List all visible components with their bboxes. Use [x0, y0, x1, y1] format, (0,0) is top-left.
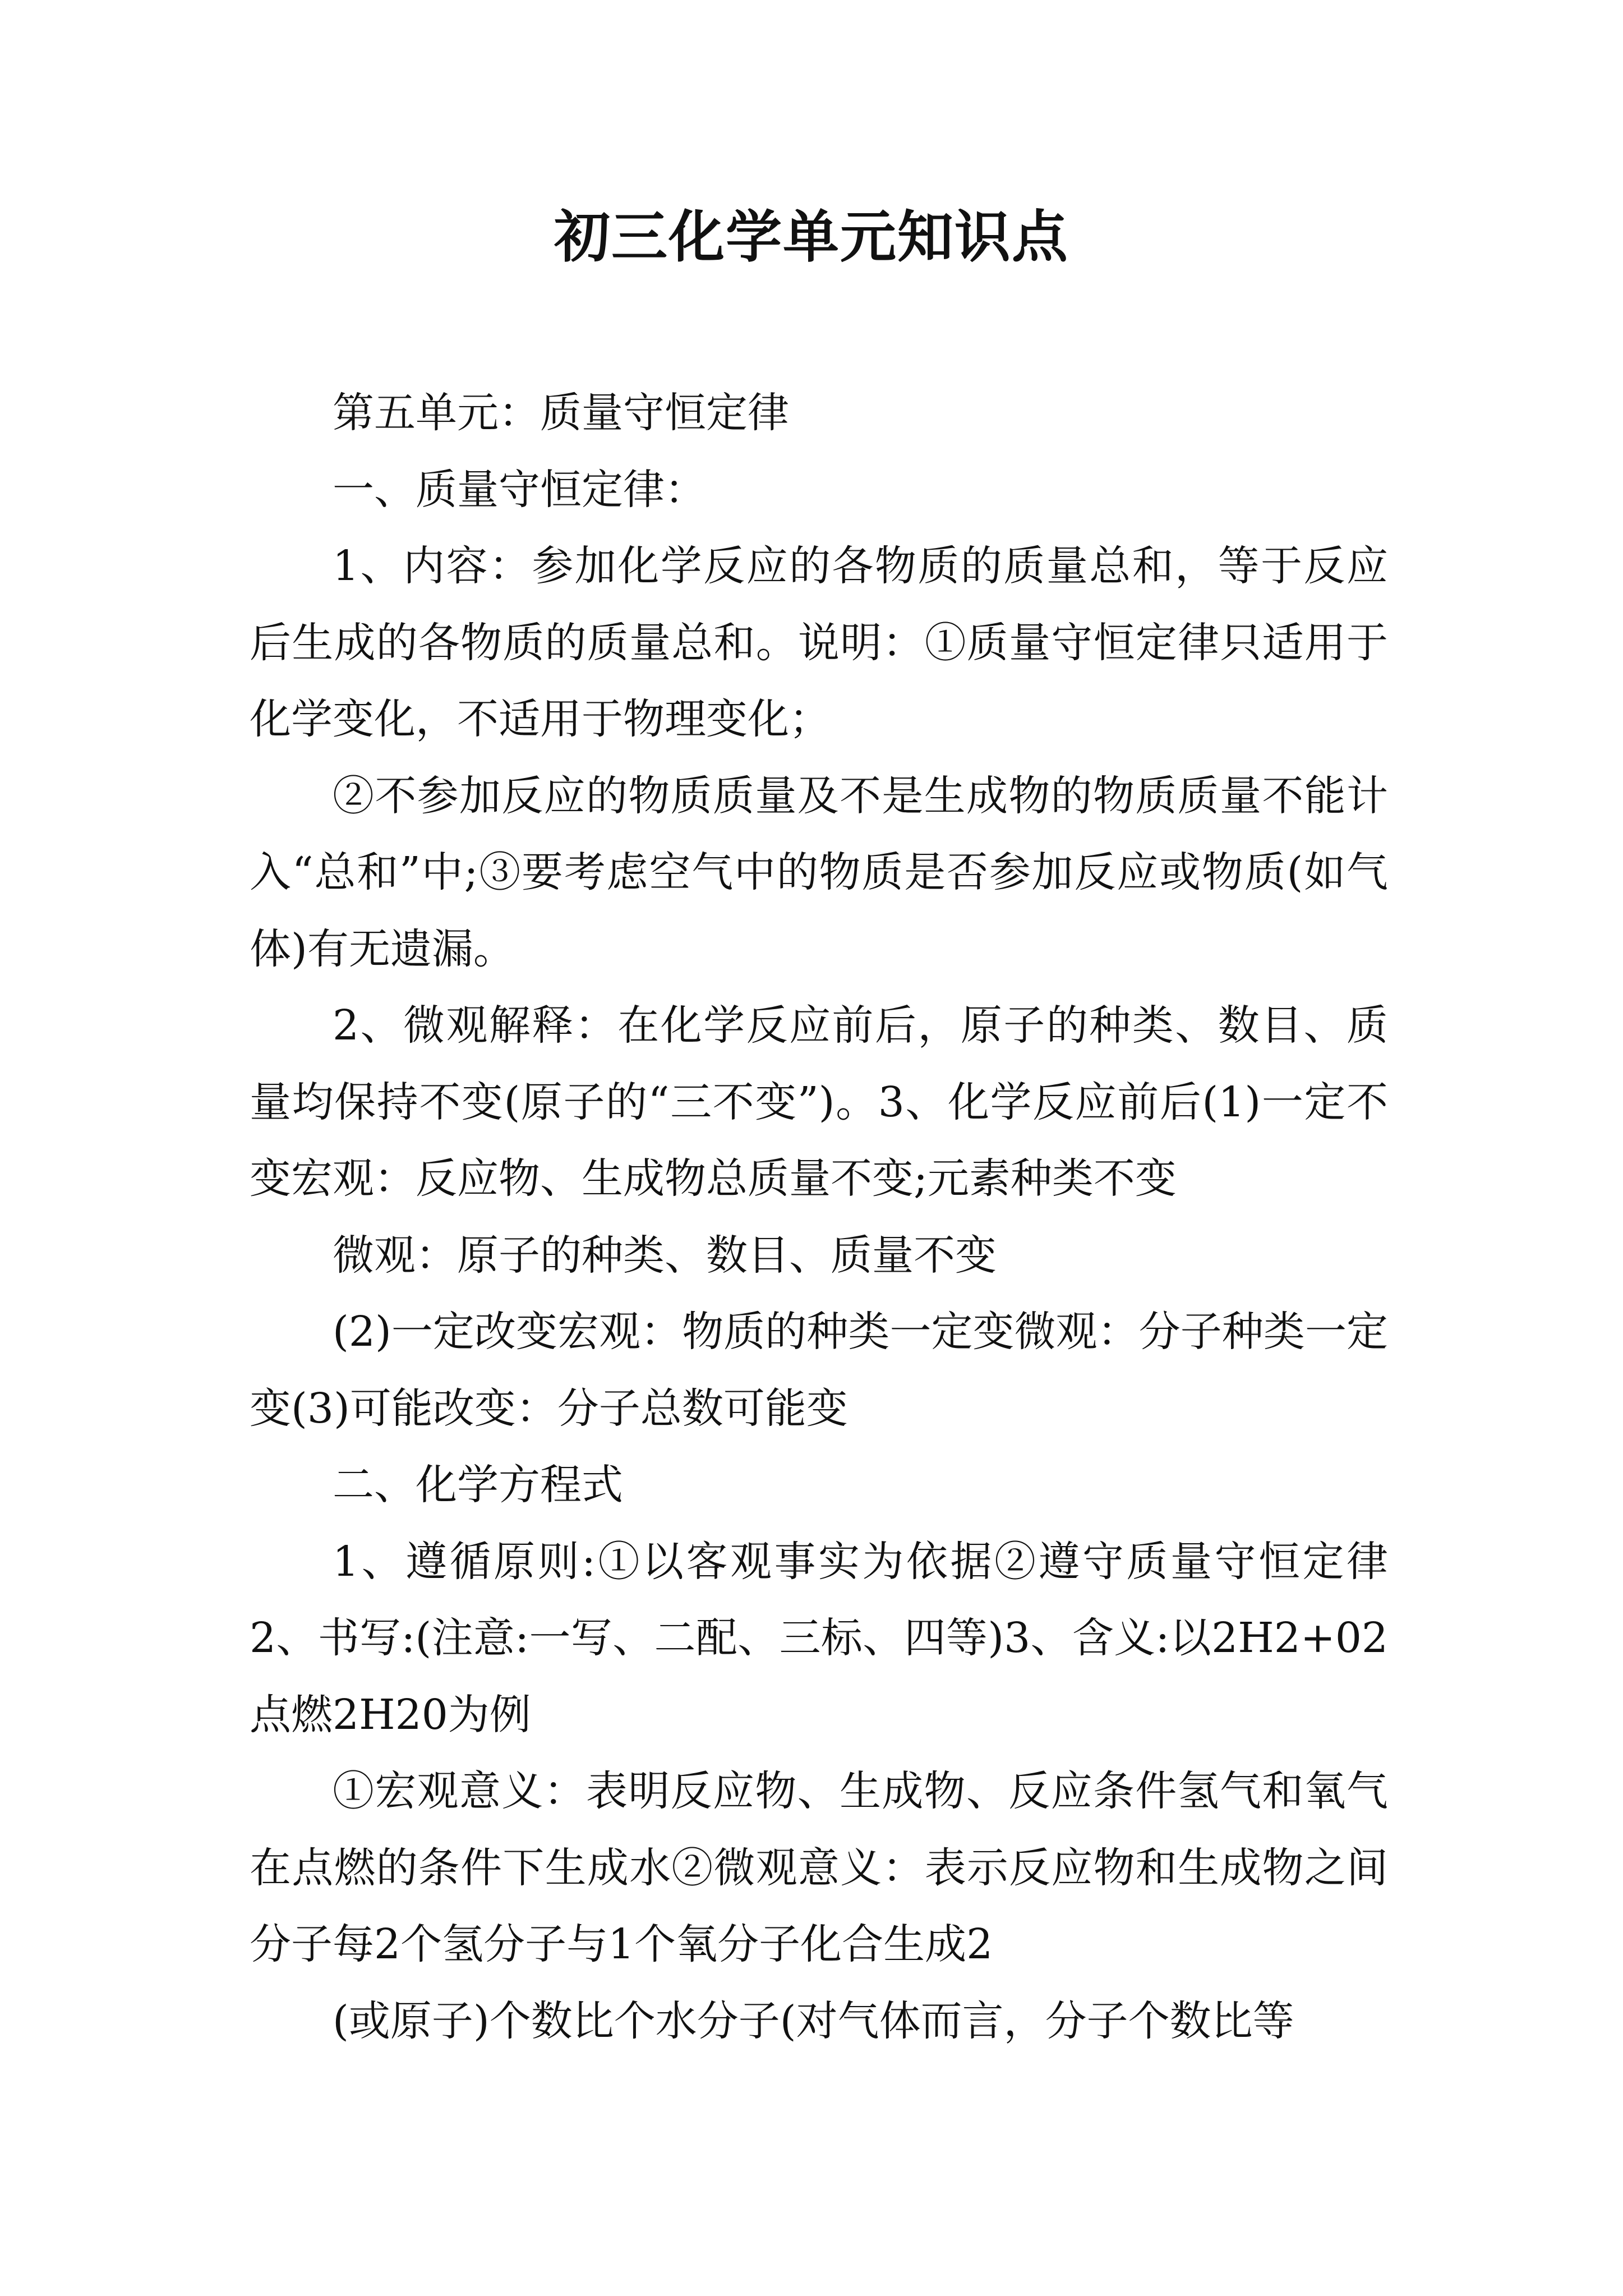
paragraph-changes: (2)一定改变宏观：物质的种类一定变微观：分子种类一定变(3)可能改变：分子总数可能变	[250, 1308, 1388, 1433]
paragraph-meaning: ①宏观意义：表明反应物、生成物、反应条件氢气和氧气在点燃的条件下生成水②微观意义：表示反应物和生成物之间分子每2个氢分子与1个氧分子化合生成2	[250, 1767, 1388, 1968]
paragraph-notes: ②不参加反应的物质质量及不是生成物的物质质量不能计入“总和”中;③要考虑空气中的物质是否参加反应或物质(如气体)有无遗漏。	[250, 771, 1388, 973]
section-heading-mass-conservation: 一、质量守恒定律：	[333, 465, 706, 514]
paragraph-micro-explanation: 2、微观解释：在化学反应前后，原子的种类、数目、质量均保持不变(原子的“三不变”)。3、化学反应前后(1)一定不变宏观：反应物、生成物总质量不变;元素种类不变	[250, 1001, 1388, 1203]
section-heading-chemical-equation: 二、化学方程式	[333, 1461, 623, 1509]
paragraph-micro-unchanged: 微观：原子的种类、数目、质量不变	[333, 1231, 997, 1280]
unit-heading: 第五单元：质量守恒定律	[333, 389, 789, 437]
paragraph-content-definition: 1、内容：参加化学反应的各物质的质量总和，等于反应后生成的各物质的质量总和。说明：①质量守恒定律只适用于化学变化，不适用于物理变化；	[250, 542, 1388, 743]
paragraph-principles: 1、遵循原则:①以客观事实为依据②遵守质量守恒定律2、书写:(注意:一写、二配、三标、四等)3、含义:以2H2+02点燃2H20为例	[250, 1537, 1388, 1739]
paragraph-ratio: (或原子)个数比个水分子(对气体而言，分子个数比等	[333, 1996, 1294, 2045]
document-title: 初三化学单元知识点	[554, 204, 1069, 270]
document-body	[250, 375, 1388, 2059]
